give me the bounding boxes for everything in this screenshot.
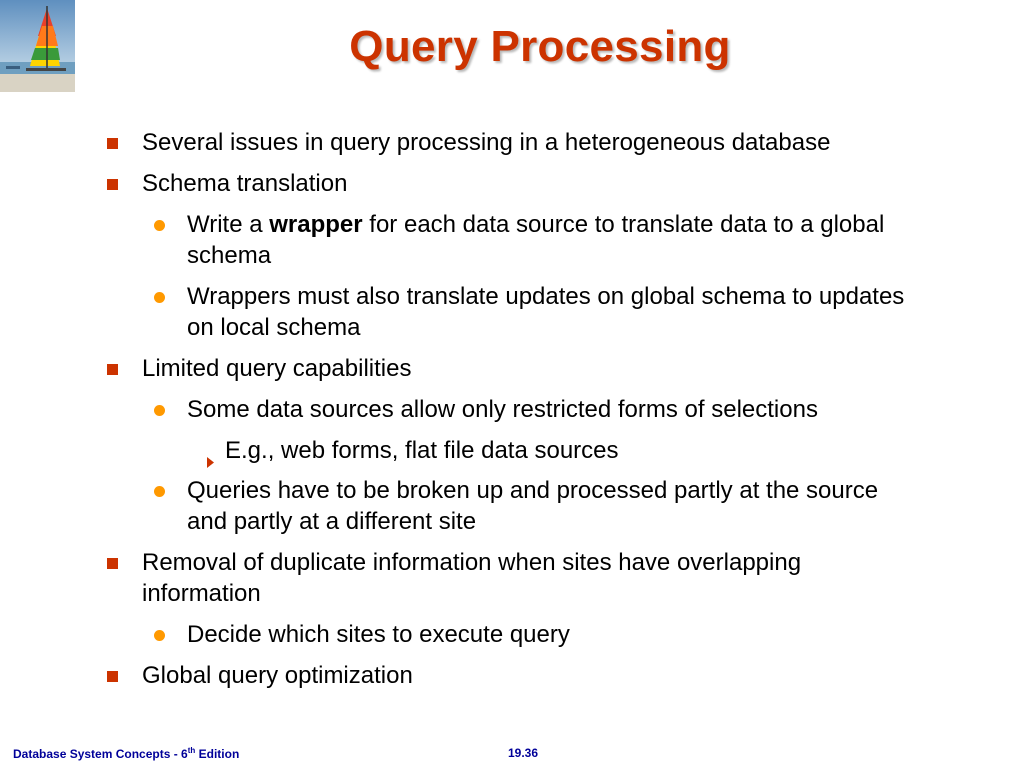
list-item (100, 435, 920, 466)
slide-content (100, 127, 920, 701)
list-item (100, 475, 920, 537)
bullet-text: Global query optimization (142, 662, 413, 689)
square-bullet-icon (107, 138, 118, 149)
list-item (100, 353, 920, 384)
bullet-text: Some data sources allow only restricted forms of selections (187, 396, 818, 423)
bullet-text-prefix: Write a (187, 211, 270, 238)
square-bullet-icon (107, 558, 118, 569)
bullet-text: Schema translation (142, 170, 348, 197)
list-item (100, 660, 920, 691)
dot-bullet-icon (154, 630, 165, 641)
bullet-text: E.g., web forms, flat file data sources (225, 437, 619, 464)
footer-book-suffix: Edition (195, 747, 240, 761)
dot-bullet-icon (154, 292, 165, 303)
list-item (100, 619, 920, 650)
list-item (100, 547, 920, 609)
footer-book-prefix: Database System Concepts - 6 (13, 747, 188, 761)
bullet-text: Queries have to be broken up and processed partly at the source and partly at a different site (187, 477, 879, 535)
bullet-text: Wrappers must also translate updates on global schema to updates on local schema (187, 283, 905, 341)
triangle-bullet-icon (207, 445, 214, 476)
square-bullet-icon (107, 179, 118, 190)
dot-bullet-icon (154, 405, 165, 416)
bullet-text: Several issues in query processing in a heterogeneous database (142, 129, 831, 156)
list-item (100, 394, 920, 425)
dot-bullet-icon (154, 486, 165, 497)
footer-book-title (13, 746, 239, 761)
bullet-text-suffix: for each data source to translate data to a global schema (187, 211, 885, 269)
bullet-text: Removal of duplicate information when sites have overlapping information (142, 549, 802, 607)
page-title: Query Processing (349, 22, 731, 71)
list-item (100, 281, 920, 343)
slide-number: 19.36 (508, 746, 539, 760)
square-bullet-icon (107, 364, 118, 375)
list-item (100, 168, 920, 199)
bullet-text-bold: wrapper (269, 211, 363, 238)
list-item (100, 127, 920, 158)
footer-book-sup: th (187, 746, 196, 755)
dot-bullet-icon (154, 220, 165, 231)
bullet-text: Limited query capabilities (142, 355, 412, 382)
square-bullet-icon (107, 671, 118, 682)
bullet-text: Decide which sites to execute query (187, 621, 570, 648)
list-item (100, 209, 920, 271)
